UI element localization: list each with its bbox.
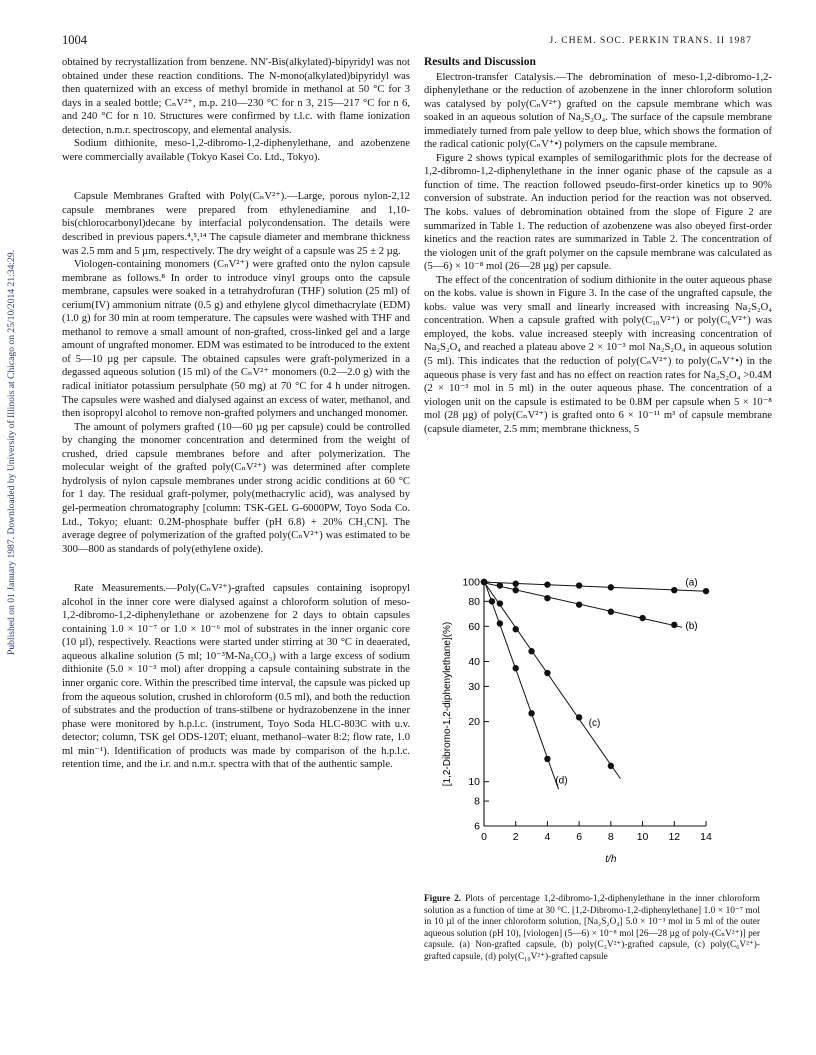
data-point-d bbox=[528, 710, 534, 716]
y-tick-label: 10 bbox=[468, 776, 480, 789]
y-tick-label: 80 bbox=[468, 595, 480, 608]
series-label-a: (a) bbox=[685, 577, 698, 589]
data-point-b bbox=[544, 595, 550, 601]
data-point-a bbox=[608, 584, 614, 590]
data-point-d bbox=[489, 598, 495, 604]
data-point-d bbox=[481, 579, 487, 585]
data-point-c bbox=[528, 648, 534, 654]
data-point-b bbox=[576, 601, 582, 607]
data-point-a bbox=[576, 582, 582, 588]
data-point-a bbox=[544, 581, 550, 587]
series-label-d: (d) bbox=[555, 775, 568, 787]
y-tick-label: 30 bbox=[468, 680, 480, 693]
data-point-b bbox=[608, 609, 614, 615]
x-tick-label: 8 bbox=[607, 831, 614, 843]
x-tick-label: 10 bbox=[636, 831, 649, 843]
x-axis-title: t/h bbox=[605, 854, 617, 865]
right-column bbox=[424, 56, 772, 436]
paragraph: Figure 2 shows typical examples of semilogarithmic plots for the decrease of 1,2-dibromo-1,2-diphenylethane in the inner oganic phase of the capsule as a function of time. The reaction followed pseudo-first-order kinetics up to 90% conversion of substrate. An induction period for the reaction was not observed. The kobs. values of debromination obtained from the slope of Figure 2 are summarized in Table 1. The reduction of azobenzene was also obeyed first-order kinetics and the reaction rates are summarized in Table 2. The concentration of the viologen unit of the graft polymer on the capsule membrane was calculated as (5—6) × 10⁻⁸ mol (26—28 µg) per capsule. bbox=[424, 152, 772, 273]
paragraph: The effect of the concentration of sodium dithionite in the outer aqueous phase on the kobs. value is shown in Figure 3. In the case of the ungrafted capsule, the kobs. value was very small and linearly increased with increasing Na₂S₂O₄ concentration. When a capsule grafted with poly(C₁₀V²⁺) or poly(C₆V²⁺) was employed, the kobs. value increased steeply with increasing concentration of Na₂S₂O₄ and reached a plateau above 2 × 10⁻³ mol Na₂S₂O₄ in aqueous solution (5 ml). This indicates that the reduction of poly(CₙV²⁺) to poly(CₙV⁺•) in the aqueous phase is very fast and has no effect on reaction rates for Na₂S₂O₄ >0.4M (2 × 10⁻³ mol in 5 ml) in the outer aqueous phase. The concentration of a viologen unit on the capsule is estimated to be 0.8M per capsule when 5 × 10⁻⁸ mol (28 µg) of poly(CₙV²⁺) is grafted onto 6 × 10⁻¹¹ m³ of capsule membrane (capsule diameter, 2.5 mm; membrane thickness, 5 bbox=[424, 274, 772, 435]
x-tick-label: 6 bbox=[576, 831, 583, 843]
paragraph: The amount of polymers grafted (10—60 µg per capsule) could be controlled by changing the monomer concentration and determined from the weight of crushed, dried capsule membranes before and after polymerization. The molecular weight of the grafted poly(CₙV²⁺) was determined after complete hydrolysis of nylon capsule membranes under strong acidic conditions at 60 °C for 1 day. The residual graft-polymer, poly(methacrylic acid), was analysed by gel-permeation chromatography [column: TSK-GEL G-6000PW, Toyo Soda Co. Ltd., Tokyo; eluant: 0.2M-phosphate buffer (pH 6.8) + 20% CH₃CN]. The average degree of polymerization of the grafted poly(CₙV²⁺) was estimated to be 300—800 as standards of poly(ethylene oxide). bbox=[62, 421, 410, 555]
series-label-b: (b) bbox=[685, 621, 698, 633]
y-tick-label: 40 bbox=[468, 655, 480, 668]
paragraph: Rate Measurements.—Poly(CₙV²⁺)-grafted capsules containing isopropyl alcohol in the inner core were dialysed against a chloroform solution of meso-1,2-dibromo-1,2-diphenylethane or azobenzene for 2 days to obtain capsules containing 1.0 × 10⁻⁷ or 1.0 × 10⁻⁶ mol of substrates in the inner organic core (10 µl), respectively. Reactions were started under stirring at 30 °C in deaerated, aqueous alkaline solution (5 ml; 10⁻³M-Na₂CO₃) with a large excess of sodium dithionite (5.0 × 10⁻³ mol) after dropping a capsule containing substrate in the inner organic core. Within the prescribed time interval, the capsule was picked up from the aqueous solution, crushed in chloroform (0.5 ml), and both the reduction of substrates and the production of trans-stilbene or hydrazobenzene in the inner phase were monitored by h.p.l.c. (instrument, Toyo Soda HLC-803C with u.v. detector; column, TSK gel ODS-120T; eluant, methanol–water 8:2; flow rate, 1.0 ml min⁻¹). Identification of products was made by comparison of the h.p.l.c. retention time, and the i.r. and n.m.r. spectra with that of the authentic sample. bbox=[62, 583, 410, 771]
data-point-b bbox=[671, 622, 677, 628]
left-column bbox=[62, 56, 410, 772]
data-point-d bbox=[513, 665, 519, 671]
figure-2 bbox=[424, 572, 772, 890]
data-point-c bbox=[513, 626, 519, 632]
y-tick-label: 100 bbox=[462, 576, 480, 589]
x-tick-label: 12 bbox=[668, 831, 681, 843]
y-tick-label: 20 bbox=[468, 716, 480, 729]
paragraph: Capsule Membranes Grafted with Poly(CₙV²⁺).—Large, porous nylon-2,12 capsule membranes were prepared from ethylenediamine and 1,10-bis(chlorocarbonyl)decane by interfacial polycondensation. The details were described in previous papers.⁴,⁵,¹⁴ The capsule diameter and membrane thickness was 2.5 mm and 5 µm, respectively. The dry weight of a capsule was 25 ± 2 µg. bbox=[62, 191, 410, 257]
journal-header: J. CHEM. SOC. PERKIN TRANS. II 1987 bbox=[549, 36, 752, 46]
y-tick-label: 8 bbox=[474, 795, 480, 808]
x-tick-label: 14 bbox=[700, 831, 712, 843]
figure-caption bbox=[424, 894, 760, 964]
paragraph: obtained by recrystallization from benzene. NN′-Bis(alkylated)-bipyridyl was not obtained under these reaction conditions. The N-mono(alkylated)bipyridyl was then quaternized with an excess of methyl bromide in methanol at 50 °C for 3 days in a sealed bottle; CₙV²⁺, m.p. 210—230 °C for n 3, 215—217 °C for n 6, and 240 °C for n 10. Structures were confirmed by t.l.c. with flame ionization detection, n.m.r. spectroscopy, and elemental analysis. bbox=[62, 57, 410, 136]
data-point-a bbox=[671, 587, 677, 593]
y-axis-title: [1,2-Dibromo-1,2-diphenylethane](%) bbox=[442, 621, 453, 787]
data-point-b bbox=[513, 587, 519, 593]
y-tick-label: 6 bbox=[474, 820, 480, 833]
section-heading: Results and Discussion bbox=[424, 56, 536, 68]
x-tick-label: 4 bbox=[544, 831, 551, 843]
paragraph: Viologen-containing monomers (CₙV²⁺) were grafted onto the nylon capsule membrane as follows.⁸ In order to introduce vinyl groups onto the capsule membrane, capsules were soaked in a tetrahydrofuran (THF) solution (25 ml) of cerium(IV) ammonium nitrate (0.5 g) and ethylene glycol dimethacrylate (EDM) (1.0 g) for 30 min at room temperature. The capsules were washed with THF and methanol to remove a small amount of non-grafted, cross-linked gel and a large amount of ungrafted monomer. EDM was estimated to be introduced to the extent of 5—10 µg per capsule. The obtained capsules were graft-polymerized in a degassed aqueous solution (15 ml) of the CₙV²⁺ monomers (0.2—2.0 g) with the radical initiator potassium persulphate (50 mg) at 70 °C for 4 h under nitrogen. The capsules were washed and dialysed against an excess of water, methanol, and then isopropyl alcohol to remove non-grafted polymers and unchanged monomer. bbox=[62, 259, 410, 420]
download-watermark: Published on 01 January 1987. Downloaded by University of Illinois at Chicago on 25/10/2014 21:34:29. bbox=[6, 249, 17, 655]
data-point-c bbox=[576, 714, 582, 720]
series-line-c bbox=[484, 582, 620, 779]
series-label-c: (c) bbox=[588, 718, 601, 730]
x-tick-label: 2 bbox=[512, 831, 519, 843]
caption-label: Figure 2. bbox=[424, 894, 462, 904]
data-point-b bbox=[639, 615, 645, 621]
data-point-d bbox=[497, 620, 503, 626]
data-point-c bbox=[497, 600, 503, 606]
data-point-d bbox=[544, 756, 550, 762]
x-tick-label: 0 bbox=[481, 831, 487, 843]
caption-text: Plots of percentage 1,2-dibromo-1,2-diphenylethane in the inner chloroform solution as a function of time at 30 °C. [1,2-Dibromo-1,2-diphenylethane] 1.0 × 10⁻⁷ mol in 10 µl of the inner chloroform solution, [Na₂S₂O₄] 5.0 × 10⁻³ mol in 5 ml of the outer aqueous solution (pH 10), [viologen] (5—6) × 10⁻⁸ mol [26—28 µg of poly-(CₙV²⁺)] per capsule. (a) Non-grafted capsule, (b) poly(C₃V²⁺)-grafted capsule, (c) poly(C₆V²⁺)-grafted capsule, (d) poly(C₁₀V²⁺)-grafted capsule bbox=[424, 894, 761, 962]
data-point-c bbox=[544, 670, 550, 676]
page-number: 1004 bbox=[62, 33, 87, 47]
data-point-c bbox=[608, 763, 614, 769]
figure-2-chart bbox=[424, 572, 772, 890]
data-point-a bbox=[703, 588, 709, 594]
paragraph: Electron-transfer Catalysis.—The debromination of meso-1,2-dibromo-1,2-diphenylethane or the reduction of azobenzene in the inner chloroform solution was catalysed by poly(CₙV²⁺) grafted on the capsule membrane which was soaked in an aqueous solution of Na₂S₂O₄. The surface of the capsule membrane immediately turned from pale yellow to deep blue, which shows the formation of the radical cationic poly(CₙV⁺•) polymers on the capsule membrane. bbox=[424, 71, 772, 151]
paragraph: Sodium dithionite, meso-1,2-dibromo-1,2-diphenylethane, and azobenzene were commercially available (Tokyo Kasei Co. Ltd., Tokyo). bbox=[62, 138, 410, 163]
y-tick-label: 60 bbox=[468, 620, 480, 633]
data-point-b bbox=[497, 582, 503, 588]
data-point-a bbox=[513, 581, 519, 587]
